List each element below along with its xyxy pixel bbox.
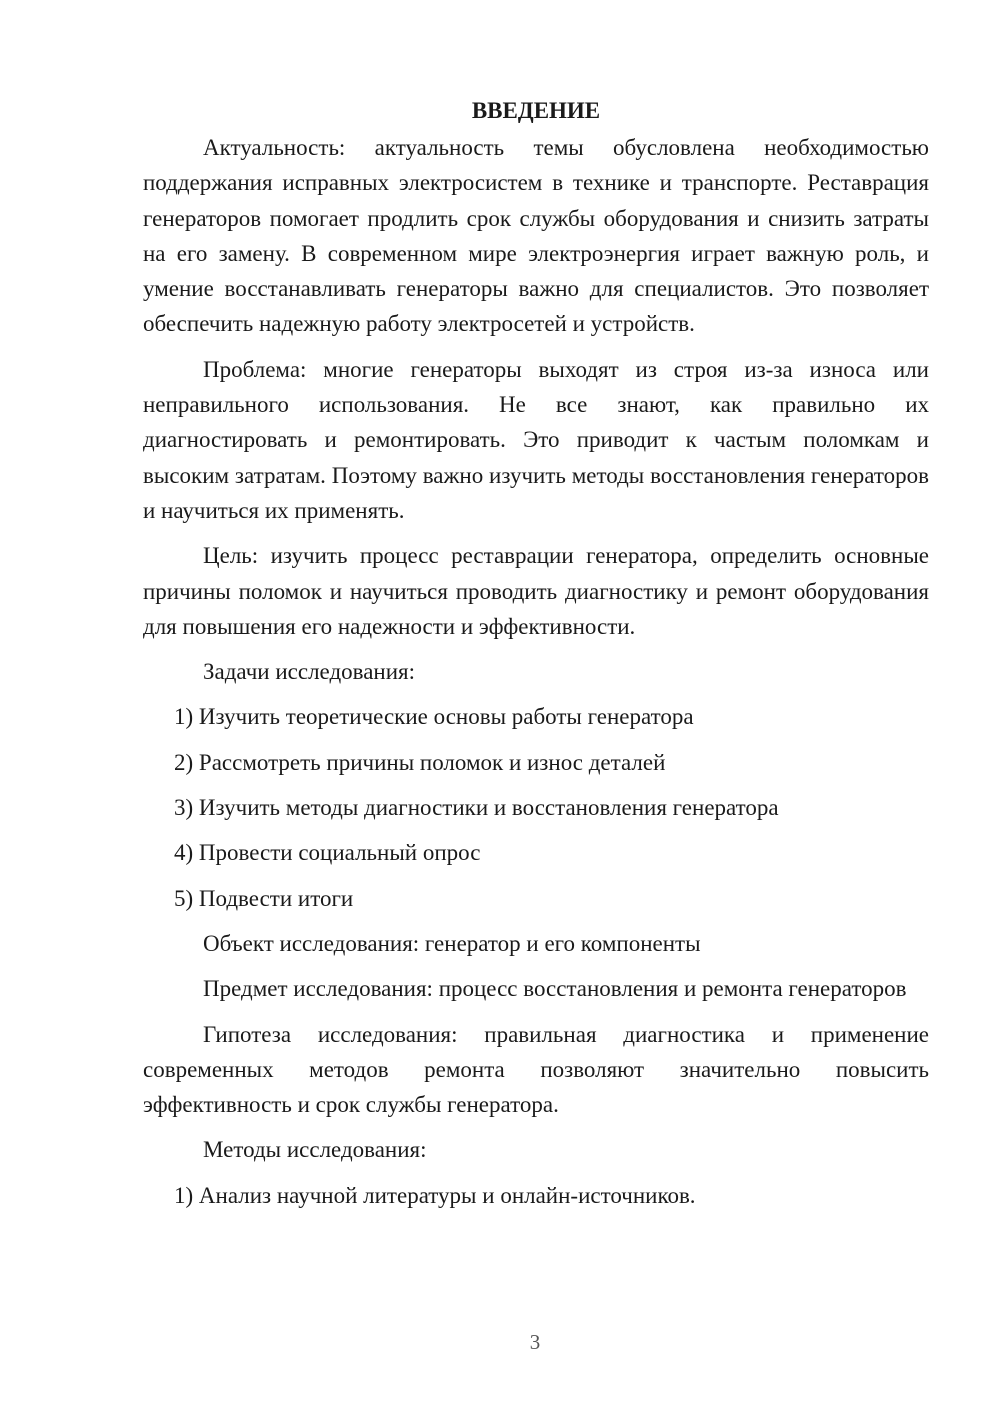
object-paragraph: Объект исследования: генератор и его компоненты [203,930,701,956]
tasks-heading: Задачи исследования: [203,659,416,685]
document-body [143,92,929,1223]
methods-heading: Методы исследования: [203,1137,427,1163]
subject-paragraph: Предмет исследования: процесс восстановления и ремонта генераторов [203,976,907,1002]
task-item: 4) Провести социальный опрос [174,840,481,866]
task-item: 1) Изучить теоретические основы работы генератора [174,704,694,730]
relevance-paragraph: Актуальность: актуальность темы обусловлена необходимостью поддержания исправных электросистем в технике и транспорте. Реставрация генераторов помогает продлить срок службы оборудования и снизить затраты на его замену. В современном мире электроэнергия играет важную роль, и умение восстанавливать генераторы важно для специалистов. Это позволяет обеспечить надежную работу электросетей и устройств. [143,135,929,337]
page-title: ВВЕДЕНИЕ [471,98,601,123]
task-item: 5) Подвести итоги [174,885,354,911]
hypothesis-paragraph: Гипотеза исследования: правильная диагностика и применение современных методов ремонта позволяют значительно повысить эффективность и срок службы генератора. [143,1021,929,1118]
method-item: 1) Анализ научной литературы и онлайн-источников. [174,1182,696,1208]
page-number: 3 [529,1330,541,1354]
task-item: 3) Изучить методы диагностики и восстановления генератора [174,795,779,821]
task-item: 2) Рассмотреть причины поломок и износ деталей [174,749,666,775]
problem-paragraph: Проблема: многие генераторы выходят из строя из-за износа или неправильного использования. Не все знают, как правильно их диагностировать и ремонтировать. Это приводит к частым поломкам и высоким затратам. Поэтому важно изучить методы восстановления генераторов и научиться их применять. [143,356,929,523]
goal-paragraph: Цель: изучить процесс реставрации генератора, определить основные причины поломок и научиться проводить диагностику и ремонт оборудования для повышения его надежности и эффективности. [143,543,929,639]
